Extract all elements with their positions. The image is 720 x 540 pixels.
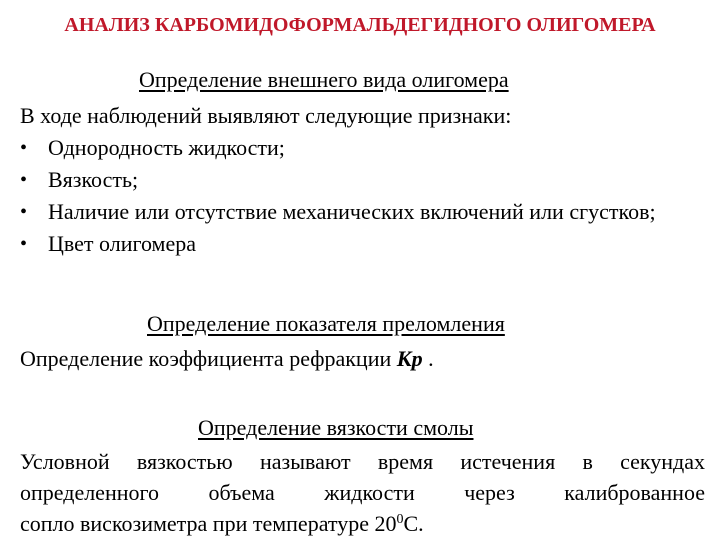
bullet-icon: • bbox=[20, 201, 28, 223]
list-item-text: Однородность жидкости; bbox=[48, 135, 285, 160]
bullet-icon: • bbox=[20, 137, 28, 159]
viscosity-line-3 bbox=[20, 508, 705, 539]
list-item-text: Цвет олигомера bbox=[48, 231, 196, 256]
refraction-symbol: Кр bbox=[396, 346, 423, 371]
list-item bbox=[20, 134, 710, 162]
list-item-text: Наличие или отсутствие механических включений или сгустков; bbox=[48, 199, 656, 224]
list-item-text: Вязкость; bbox=[48, 167, 139, 192]
refraction-text-suffix: . bbox=[422, 346, 434, 371]
signs-list bbox=[20, 134, 710, 262]
refraction-text-prefix: Определение коэффициента рефракции bbox=[20, 346, 397, 371]
viscosity-line-2: определенного объема жидкости через калиброванное bbox=[20, 480, 705, 505]
section-heading-refraction: Определение показателя преломления bbox=[147, 311, 505, 336]
section-heading-viscosity: Определение вязкости смолы bbox=[198, 415, 474, 440]
slide-title: АНАЛИЗ КАРБОМИДОФОРМАЛЬДЕГИДНОГО ОЛИГОМЕРА bbox=[64, 14, 656, 36]
intro-text: В ходе наблюдений выявляют следующие признаки: bbox=[20, 103, 512, 128]
viscosity-line-1: Условной вязкостью называют время истечения в секундах bbox=[20, 449, 705, 474]
degree-superscript: 0 bbox=[396, 512, 404, 527]
bullet-icon: • bbox=[20, 169, 28, 191]
list-item bbox=[20, 166, 710, 194]
viscosity-line-3-prefix: сопло вискозиметра при температуре 20 bbox=[20, 511, 397, 536]
list-item bbox=[20, 198, 698, 226]
viscosity-line-3-suffix: С. bbox=[403, 511, 424, 536]
list-item bbox=[20, 230, 710, 258]
viscosity-paragraph bbox=[20, 446, 705, 539]
bullet-icon: • bbox=[20, 233, 28, 255]
refraction-text bbox=[20, 345, 434, 373]
section-heading-appearance: Определение внешнего вида олигомера bbox=[139, 67, 509, 92]
